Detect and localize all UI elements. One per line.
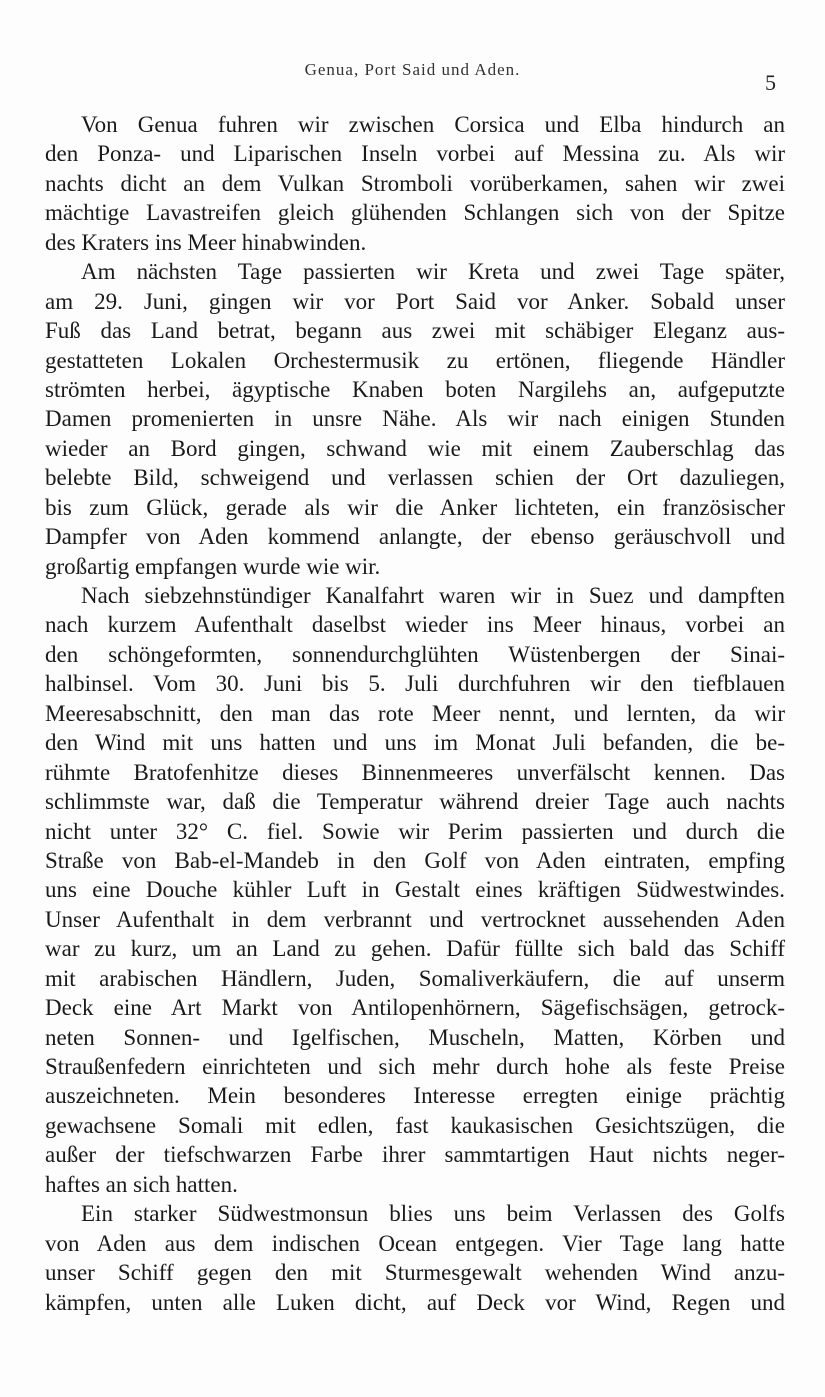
- text-line: uns eine Douche kühler Luft in Gestalt eines kräftigen Südwestwindes.: [45, 877, 785, 903]
- text-line: war zu kurz, um an Land zu gehen. Dafür füllte sich bald das Schiff: [45, 936, 785, 962]
- text-line: gestatteten Lokalen Orchestermusik zu ertönen, fliegende Händler: [45, 347, 785, 373]
- text-line: nach kurzem Aufenthalt daselbst wieder ins Meer hinaus, vorbei an: [45, 612, 785, 638]
- text-line: den Ponza- und Liparischen Inseln vorbei auf Messina zu. Als wir: [45, 141, 785, 167]
- text-line: Straußenfedern einrichteten und sich mehr durch hohe als feste Preise: [45, 1054, 785, 1079]
- text-line: rühmte Bratofenhitze dieses Binnenmeeres unverfälscht kennen. Das: [45, 759, 785, 785]
- text-line: Von Genua fuhren wir zwischen Corsica und Elba hindurch an: [81, 112, 785, 137]
- text-line: den Wind mit uns hatten und uns im Monat Juli befanden, die be-: [45, 730, 785, 756]
- text-line: kämpfen, unten alle Luken dicht, auf Deck vor Wind, Regen und: [45, 1289, 785, 1315]
- text-line: mächtige Lavastreifen gleich glühenden Schlangen sich von der Spitze: [45, 200, 785, 226]
- text-line: nachts dicht an dem Vulkan Stromboli vorüberkamen, sahen wir zwei: [45, 170, 785, 196]
- text-line: Meeresabschnitt, den man das rote Meer nennt, und lernten, da wir: [45, 700, 785, 726]
- text-line: am 29. Juni, gingen wir vor Port Said vor Anker. Sobald unser: [45, 288, 785, 314]
- text-line: Dampfer von Aden kommend anlangte, der ebenso geräuschvoll und: [45, 524, 785, 550]
- text-line: auszeichneten. Mein besonderes Interesse erregten einige prächtig: [45, 1083, 785, 1109]
- text-line: Fuß das Land betrat, begann aus zwei mit schäbiger Eleganz aus-: [45, 318, 785, 344]
- text-line: belebte Bild, schweigend und verlassen schien der Ort dazuliegen,: [45, 465, 785, 491]
- text-line: Unser Aufenthalt in dem verbrannt und vertrocknet aussehenden Aden: [45, 906, 785, 932]
- text-line: halbinsel. Vom 30. Juni bis 5. Juli durchfuhren wir den tiefblauen: [45, 671, 785, 697]
- text-line: nicht unter 32° C. fiel. Sowie wir Perim passierten und durch die: [45, 818, 785, 844]
- text-line: haftes an sich hatten.: [45, 1171, 238, 1197]
- text-line: neten Sonnen- und Igelfischen, Muscheln, Matten, Körben und: [45, 1024, 785, 1050]
- text-line: Ein starker Südwestmonsun blies uns beim Verlassen des Golfs: [81, 1201, 785, 1227]
- text-line: wieder an Bord gingen, schwand wie mit einem Zauberschlag das: [45, 435, 785, 461]
- text-line: von Aden aus dem indischen Ocean entgegen. Vier Tage lang hatte: [45, 1230, 785, 1256]
- page-number: 5: [765, 70, 776, 95]
- text-line: unser Schiff gegen den mit Sturmesgewalt wehenden Wind anzu-: [45, 1260, 785, 1286]
- text-line: Am nächsten Tage passierten wir Kreta und zwei Tage später,: [81, 259, 785, 285]
- text-line: bis zum Glück, gerade als wir die Anker lichteten, ein französischer: [45, 494, 785, 520]
- text-line: großartig empfangen wurde wie wir.: [45, 553, 381, 579]
- text-line: den schöngeformten, sonnendurchglühten Wüstenbergen der Sinai-: [45, 641, 785, 667]
- text-line: außer der tiefschwarzen Farbe ihrer sammtartigen Haut nichts neger-: [45, 1142, 785, 1168]
- text-line: schlimmste war, daß die Temperatur während dreier Tage auch nachts: [45, 789, 785, 815]
- body-text: [45, 110, 785, 1317]
- running-head: Genua, Port Said und Aden.: [304, 60, 521, 79]
- text-line: Deck eine Art Markt von Antilopenhörnern, Sägefischsägen, getrock-: [45, 995, 785, 1021]
- text-line: des Kraters ins Meer hinabwinden.: [45, 229, 367, 255]
- text-line: strömten herbei, ägyptische Knaben boten Nargilehs an, aufgeputzte: [45, 376, 785, 402]
- text-line: Nach siebzehnstündiger Kanalfahrt waren wir in Suez und dampften: [81, 583, 785, 608]
- text-line: mit arabischen Händlern, Juden, Somaliverkäufern, die auf unserm: [45, 965, 785, 991]
- text-line: gewachsene Somali mit edlen, fast kaukasischen Gesichtszügen, die: [45, 1112, 785, 1138]
- text-line: Damen promenierten in unsre Nähe. Als wir nach einigen Stunden: [45, 406, 785, 432]
- text-line: Straße von Bab-el-Mandeb in den Golf von Aden eintraten, empfing: [45, 847, 785, 873]
